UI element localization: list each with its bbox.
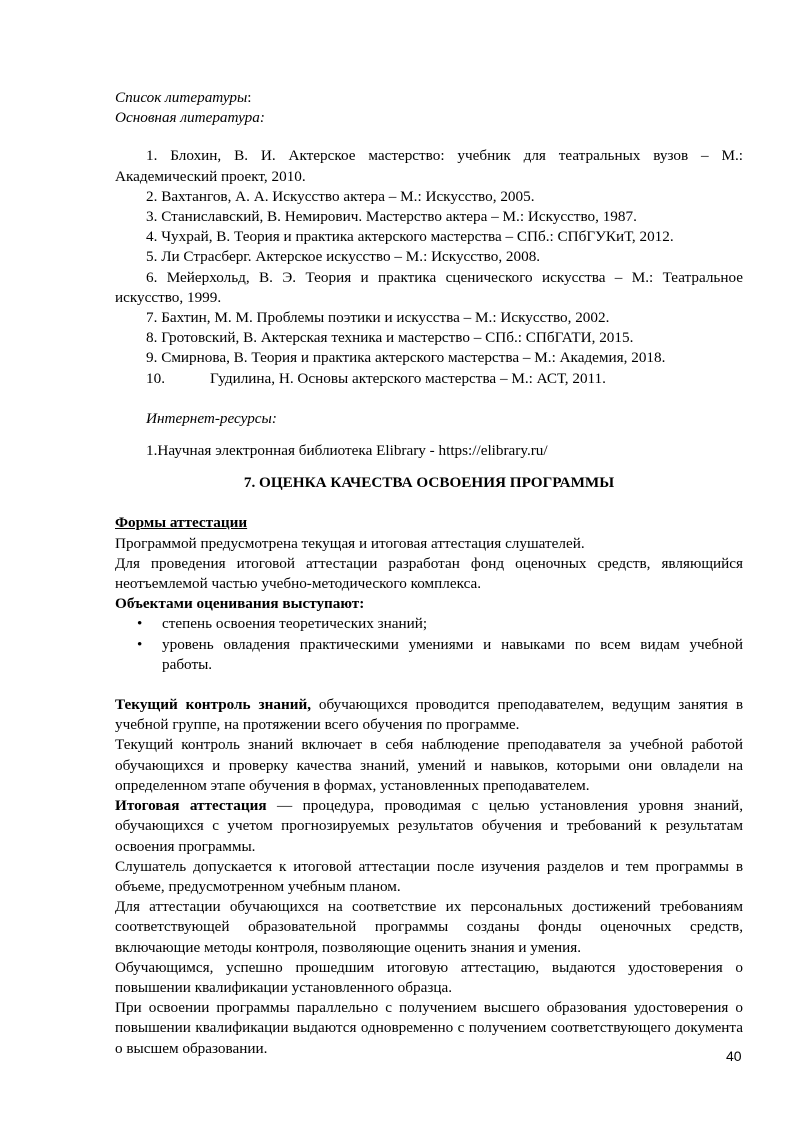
section-heading: 7. ОЦЕНКА КАЧЕСТВА ОСВОЕНИЯ ПРОГРАММЫ [243,474,615,492]
bold-lead: Текущий контроль знаний, [115,696,312,714]
list-item-text: уровень овладения практическими умениями и навыками по всем видам учебной работы. [162,635,743,673]
list-item [115,635,743,675]
reference-item: 7. Бахтин, М. М. Проблемы поэтики и искусства – М.: Искусство, 2002. [146,309,610,327]
bold-lead: Итоговая аттестация [115,797,267,815]
bullet-icon: • [137,615,143,633]
list-item-text: степень освоения теоретических знаний; [162,615,428,633]
literature-list-title-colon: : [247,89,252,106]
paragraph-text: — процедура, проводимая с целью установления уровня знаний, обучающихся с учетом прогнозируемых результатов обучения и требований к результатам освоения программы. [115,797,743,855]
paragraph: При освоении программы параллельно с получением высшего образования удостоверения о повышении квалификации выдаются одновременно с получением соответствующего документа о высшем образовании. [115,999,743,1057]
objects-title: Объектами оценивания выступают: [115,595,365,613]
literature-list-title-text: Список литературы [115,89,248,106]
reference-item: 2. Вахтангов, А. А. Искусство актера – М.: Искусство, 2005. [146,187,535,205]
bullet-list [115,614,743,675]
list-item [115,614,743,634]
reference-item: 1. Блохин, В. И. Актерское мастерство: учебник для театральных вузов – М.: Академический проект, 2010. [115,147,743,185]
forms-title: Формы аттестации [115,514,248,532]
paragraph: Программой предусмотрена текущая и итоговая аттестация слушателей. [115,534,585,552]
paragraph-current-control [115,695,743,735]
paragraph: Текущий контроль знаний включает в себя наблюдение преподавателя за учебной работой обучающихся и проверку качества знаний, умений и навыков, которыми они овладели на определенном этапе обучения в формах, установленных преподавателем. [115,736,743,794]
paragraph: Для проведения итоговой аттестации разработан фонд оценочных средств, являющийся неотъемлемой частью учебно-методического комплекса. [115,554,743,593]
reference-item: 9. Смирнова, В. Теория и практика актерского мастерства – М.: Академия, 2018. [146,349,666,367]
literature-list-title [115,88,743,108]
paragraph: Обучающимся, успешно прошедшим итоговую аттестацию, выдаются удостоверения о повышении квалификации установленного образца. [115,958,743,996]
paragraph-final-attestation [115,796,743,857]
bullet-icon: • [137,635,143,653]
reference-item: 5. Ли Страсберг. Актерское искусство – М.: Искусство, 2008. [146,248,541,266]
page-number: 40 [726,1048,742,1064]
main-literature-title: Основная литература: [115,109,265,127]
internet-resource-item: 1.Научная электронная библиотека Elibrary - https://elibrary.ru/ [146,442,548,460]
document-page [115,88,743,1059]
reference-item: 3. Станиславский, В. Немирович. Мастерство актера – М.: Искусство, 1987. [146,208,637,226]
paragraph: Для аттестации обучающихся на соответствие их персональных достижений требованиям соответствующей образовательной программы созданы фонды оценочных средств, включающие методы контроля, позволяющие оценить знания и умения. [115,898,743,956]
paragraph: Слушатель допускается к итоговой аттестации после изучения разделов и тем программы в объеме, предусмотренном учебным планом. [115,857,743,895]
reference-item-10 [115,369,743,389]
reference-number: 10. [146,369,165,387]
reference-text: Гудилина, Н. Основы актерского мастерства – М.: АСТ, 2011. [210,369,606,387]
paragraph-text: обучающихся проводится преподавателем, ведущим занятия в учебной группе, на протяжении всего обучения по программе. [115,696,743,734]
reference-item: 4. Чухрай, В. Теория и практика актерского мастерства – СПб.: СПбГУКиТ, 2012. [146,228,674,246]
reference-item: 8. Гротовский, В. Актерская техника и мастерство – СПб.: СПбГАТИ, 2015. [146,329,634,347]
reference-item: 6. Мейерхольд, В. Э. Теория и практика сценического искусства – М.: Театральное искусство, 1999. [115,268,743,306]
internet-resources-title: Интернет-ресурсы: [146,409,277,427]
